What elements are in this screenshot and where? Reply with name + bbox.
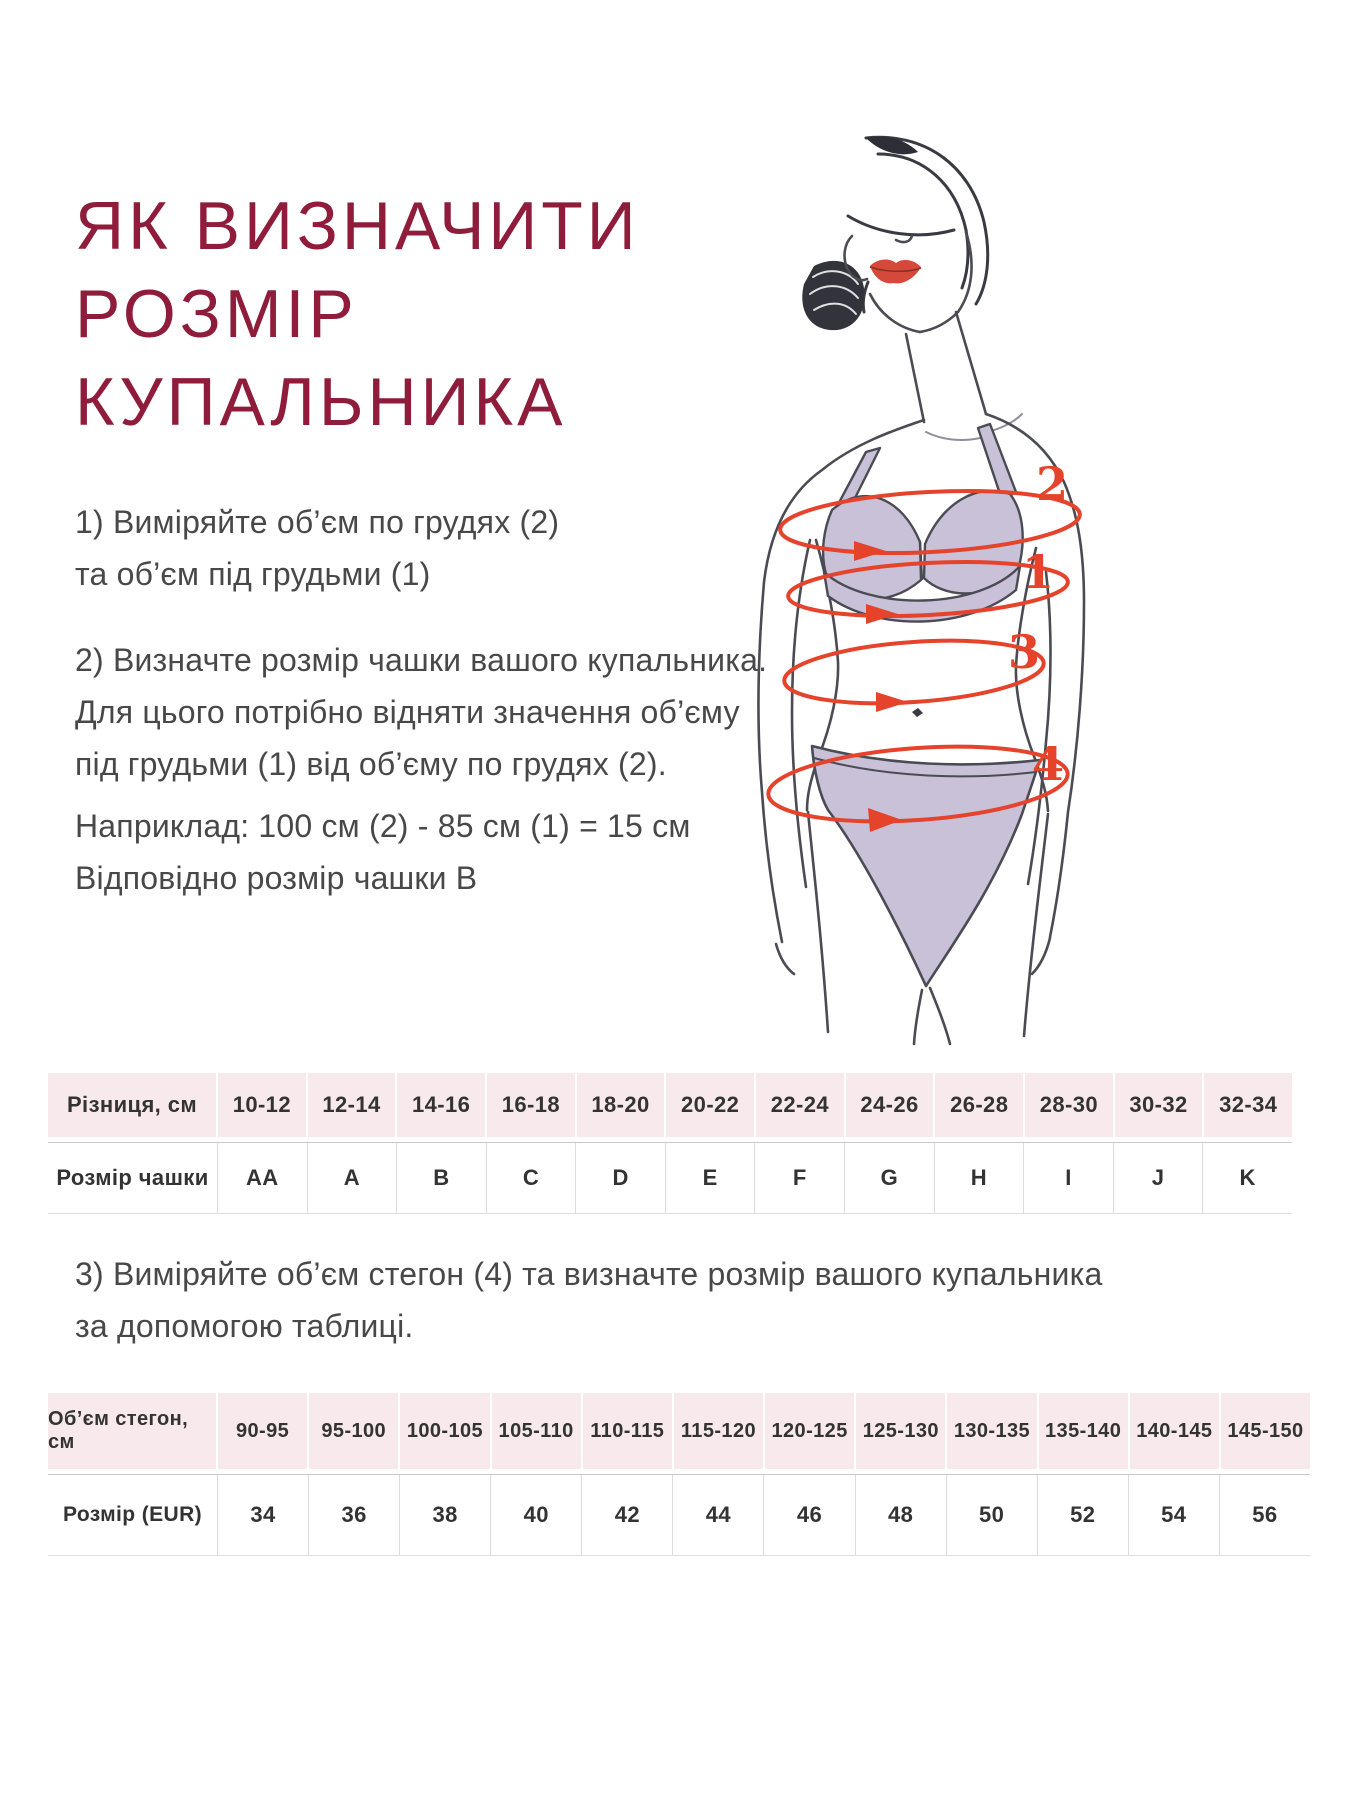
size-cell: 50 (947, 1475, 1038, 1555)
example-line-2: Відповідно розмір чашки B (75, 860, 478, 896)
step1-line-2: та об’єм під грудьми (1) (75, 556, 431, 592)
diff-cell: 20-22 (666, 1073, 756, 1137)
hip-cell: 120-125 (765, 1393, 856, 1469)
page-title-line-1: ЯК ВИЗНАЧИТИ (75, 188, 640, 264)
row-label-difference: Різниця, см (48, 1073, 218, 1137)
cup-cell: B (397, 1143, 487, 1213)
hip-cell: 140-145 (1130, 1393, 1221, 1469)
row-label-hip-volume: Об’єм стегон, см (48, 1393, 218, 1469)
measure-number-bust: 2 (1035, 457, 1069, 511)
diff-cell: 22-24 (756, 1073, 846, 1137)
diff-cell: 10-12 (218, 1073, 308, 1137)
diff-cell: 28-30 (1025, 1073, 1115, 1137)
step2-line-1: 2) Визначте розмір чашки вашого купальника. (75, 642, 768, 678)
hip-cell: 100-105 (400, 1393, 491, 1469)
diff-cell: 16-18 (487, 1073, 577, 1137)
size-cell: 36 (309, 1475, 400, 1555)
page-title-line-2: РОЗМІР (75, 276, 358, 352)
diff-cell: 12-14 (308, 1073, 398, 1137)
hip-cell: 110-115 (583, 1393, 674, 1469)
cup-cell: H (935, 1143, 1025, 1213)
step3-line-1: 3) Виміряйте об’єм стегон (4) та визначте розмір вашого купальника (75, 1256, 1103, 1292)
diff-cell: 30-32 (1115, 1073, 1205, 1137)
step2-line-3: під грудьми (1) від об’єму по грудях (2). (75, 746, 667, 782)
cup-cell: K (1239, 1165, 1256, 1190)
diff-cell: 26-28 (935, 1073, 1025, 1137)
hip-cell: 130-135 (947, 1393, 1038, 1469)
navel (912, 708, 923, 717)
measure-arrow-waist (876, 692, 908, 712)
hip-table-value-row (48, 1475, 1310, 1556)
measure-number-hips: 4 (1031, 737, 1065, 791)
size-cell: 48 (856, 1475, 947, 1555)
size-cell: 34 (218, 1475, 309, 1555)
size-cell: 42 (582, 1475, 673, 1555)
cup-size-table (48, 1073, 1292, 1214)
bra (823, 424, 1023, 622)
size-cell: 56 (1252, 1502, 1278, 1527)
hip-cell: 95-100 (309, 1393, 400, 1469)
row-label-eur-size: Розмір (EUR) (48, 1475, 218, 1555)
cup-cell: E (666, 1143, 756, 1213)
step1-line-1: 1) Виміряйте об’єм по грудях (2) (75, 504, 560, 540)
cup-cell: C (487, 1143, 577, 1213)
measurement-figure (718, 132, 1118, 1057)
hair-tip (866, 137, 918, 155)
example-paragraph (75, 800, 691, 904)
measure-line-waist (782, 633, 1046, 711)
cup-cell: A (308, 1143, 398, 1213)
measure-number-waist: 3 (1007, 625, 1041, 679)
diff-cell: 14-16 (397, 1073, 487, 1137)
hip-table-header-row (48, 1393, 1310, 1469)
step3-line-2: за допомогою таблиці. (75, 1308, 414, 1344)
size-cell: 38 (400, 1475, 491, 1555)
size-cell: 52 (1038, 1475, 1129, 1555)
diff-cell: 32-34 (1219, 1092, 1278, 1117)
cup-cell: I (1024, 1143, 1114, 1213)
cup-cell: F (755, 1143, 845, 1213)
hip-cell: 115-120 (674, 1393, 765, 1469)
cup-table-header-row (48, 1073, 1292, 1137)
measure-number-underbust: 1 (1021, 545, 1055, 599)
cup-table-value-row (48, 1143, 1292, 1214)
size-cell: 54 (1129, 1475, 1220, 1555)
size-cell: 46 (764, 1475, 855, 1555)
hip-cell: 145-150 (1227, 1419, 1304, 1442)
diff-cell: 18-20 (577, 1073, 667, 1137)
hip-cell: 135-140 (1039, 1393, 1130, 1469)
panties (812, 746, 1040, 986)
page-title (75, 182, 640, 446)
step3-paragraph (75, 1248, 1102, 1352)
hip-cell: 105-110 (492, 1393, 583, 1469)
step2-paragraph (75, 634, 767, 790)
cup-cell: J (1114, 1143, 1204, 1213)
diff-cell: 24-26 (846, 1073, 936, 1137)
page-title-line-3: КУПАЛЬНИКА (75, 364, 567, 440)
size-cell: 40 (491, 1475, 582, 1555)
hip-cell: 125-130 (856, 1393, 947, 1469)
hip-size-table (48, 1393, 1310, 1556)
size-cell: 44 (673, 1475, 764, 1555)
row-label-cup-size: Розмір чашки (48, 1143, 218, 1213)
hip-cell: 90-95 (218, 1393, 309, 1469)
cup-cell: D (576, 1143, 666, 1213)
example-line-1: Наприклад: 100 см (2) - 85 см (1) = 15 см (75, 808, 691, 844)
woman-measurement-illustration (718, 132, 1118, 1057)
cup-cell: AA (218, 1143, 308, 1213)
step2-line-2: Для цього потрібно відняти значення об’єму (75, 694, 740, 730)
cup-cell: G (845, 1143, 935, 1213)
step1-paragraph (75, 496, 559, 600)
